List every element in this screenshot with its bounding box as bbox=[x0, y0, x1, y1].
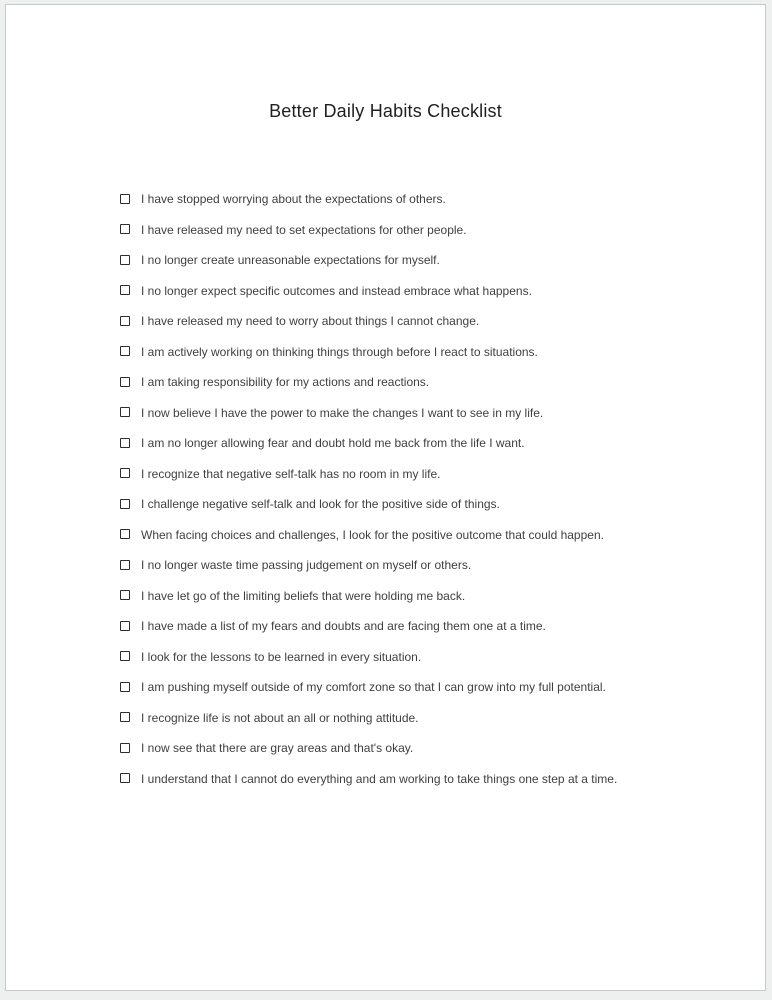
checklist-item-label: I am pushing myself outside of my comfort zone so that I can grow into my full potential. bbox=[141, 680, 606, 694]
checklist-item-label: I am actively working on thinking things through before I react to situations. bbox=[141, 344, 538, 359]
checkbox-icon[interactable] bbox=[120, 682, 130, 692]
checklist-item bbox=[120, 618, 765, 634]
checklist-item-label: I have let go of the limiting beliefs that were holding me back. bbox=[141, 588, 466, 603]
checklist-item bbox=[120, 679, 765, 695]
checkbox-icon[interactable] bbox=[120, 651, 130, 661]
checklist-item bbox=[120, 435, 765, 451]
checkbox-icon[interactable] bbox=[120, 194, 130, 204]
checkbox-icon[interactable] bbox=[120, 346, 130, 356]
checkbox-icon[interactable] bbox=[120, 285, 130, 295]
checkbox-icon[interactable] bbox=[120, 224, 130, 234]
checklist-item-label: I am taking responsibility for my actions and reactions. bbox=[141, 375, 430, 389]
checklist-item bbox=[120, 496, 765, 512]
checkbox-icon[interactable] bbox=[120, 255, 130, 265]
checklist-item bbox=[120, 710, 765, 726]
checklist-item bbox=[120, 283, 765, 299]
checklist-item bbox=[120, 313, 765, 329]
checkbox-icon[interactable] bbox=[120, 621, 130, 631]
checkbox-icon[interactable] bbox=[120, 499, 130, 509]
checklist-item bbox=[120, 649, 765, 665]
checklist-item-label: I no longer create unreasonable expectations for myself. bbox=[141, 253, 440, 267]
checkbox-icon[interactable] bbox=[120, 468, 130, 478]
checklist-item bbox=[120, 527, 765, 543]
checklist-item-label: I no longer waste time passing judgement on myself or others. bbox=[141, 558, 472, 572]
checkbox-icon[interactable] bbox=[120, 529, 130, 539]
checklist-item-label: I now believe I have the power to make the changes I want to see in my life. bbox=[141, 405, 544, 420]
checkbox-icon[interactable] bbox=[120, 407, 130, 417]
checklist-item-label: I no longer expect specific outcomes and instead embrace what happens. bbox=[141, 283, 532, 298]
page-title: Better Daily Habits Checklist bbox=[269, 101, 502, 121]
checklist-item bbox=[120, 588, 765, 604]
checklist-item bbox=[120, 405, 765, 421]
checkbox-icon[interactable] bbox=[120, 560, 130, 570]
checklist-item bbox=[120, 557, 765, 573]
checkbox-icon[interactable] bbox=[120, 316, 130, 326]
checklist-item-label: I challenge negative self-talk and look for the positive side of things. bbox=[141, 497, 500, 511]
checklist-item-label: I understand that I cannot do everything and am working to take things one step at a time. bbox=[141, 771, 618, 786]
checklist-item-label: When facing choices and challenges, I look for the positive outcome that could happen. bbox=[141, 527, 604, 542]
checklist-item-label: I have released my need to set expectations for other people. bbox=[141, 222, 467, 237]
checklist-item bbox=[120, 191, 765, 207]
checkbox-icon[interactable] bbox=[120, 377, 130, 387]
checkbox-icon[interactable] bbox=[120, 773, 130, 783]
checklist-item bbox=[120, 222, 765, 238]
checkbox-icon[interactable] bbox=[120, 438, 130, 448]
checkbox-icon[interactable] bbox=[120, 743, 130, 753]
checklist-item-label: I look for the lessons to be learned in every situation. bbox=[141, 649, 422, 664]
checklist-item bbox=[120, 771, 765, 787]
checklist-item-label: I recognize that negative self-talk has no room in my life. bbox=[141, 466, 441, 481]
checklist-item-label: I now see that there are gray areas and that's okay. bbox=[141, 741, 414, 755]
checklist-item-label: I am no longer allowing fear and doubt hold me back from the life I want. bbox=[141, 436, 525, 450]
checklist-item-label: I recognize life is not about an all or nothing attitude. bbox=[141, 710, 419, 725]
document-page bbox=[5, 4, 766, 991]
checkbox-icon[interactable] bbox=[120, 712, 130, 722]
checklist bbox=[6, 191, 765, 787]
checklist-item bbox=[120, 740, 765, 756]
checklist-item bbox=[120, 344, 765, 360]
checklist-item bbox=[120, 252, 765, 268]
checklist-item bbox=[120, 374, 765, 390]
checklist-item-label: I have stopped worrying about the expectations of others. bbox=[141, 192, 446, 206]
checklist-item-label: I have released my need to worry about things I cannot change. bbox=[141, 314, 480, 328]
checklist-item bbox=[120, 466, 765, 482]
checklist-item-label: I have made a list of my fears and doubts and are facing them one at a time. bbox=[141, 619, 546, 633]
checkbox-icon[interactable] bbox=[120, 590, 130, 600]
